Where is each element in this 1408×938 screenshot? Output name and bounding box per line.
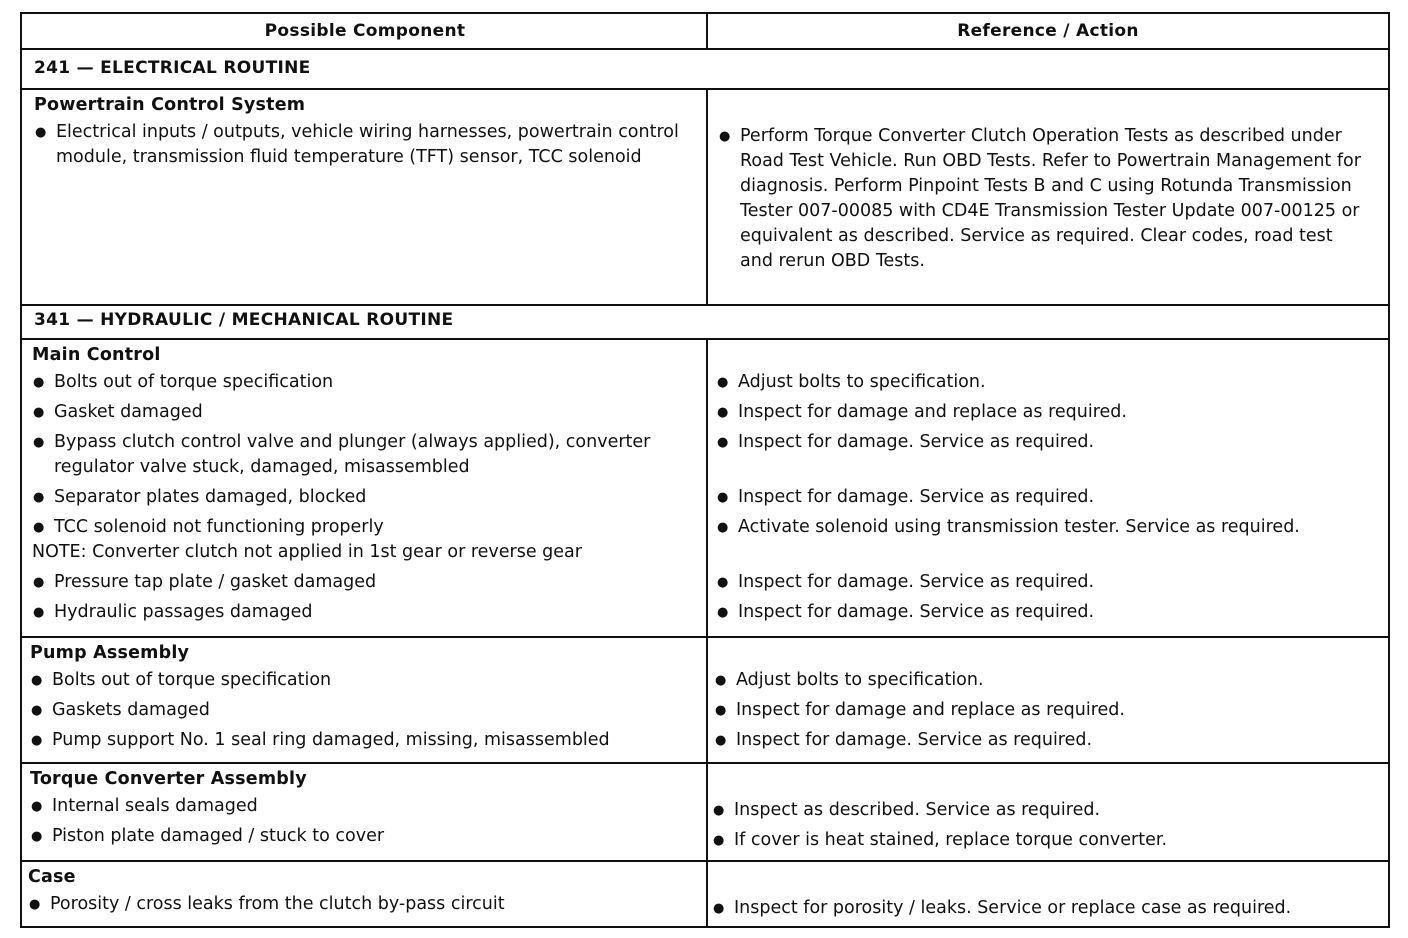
list-item: ● Inspect as described. Service as required. [712,798,1382,823]
routine-heading-hydraulic: 341 — HYDRAULIC / MECHANICAL ROUTINE [34,310,454,330]
group-actions [712,866,1382,926]
column-header-action: Reference / Action [957,21,1139,41]
group-actions [718,124,1368,279]
group-title: Pump Assembly [30,643,190,663]
column-divider [706,338,708,928]
list-item: ● Inspect for damage. Service as required. [714,728,1384,753]
list-item: ● Gasket damaged [32,400,702,425]
list-item: ● Pump support No. 1 seal ring damaged, missing, misassembled [30,728,700,753]
group-components [30,764,700,854]
list-item: ● Inspect for damage. Service as required. [716,570,1386,595]
column-divider [706,88,708,304]
list-item: ● TCC solenoid not functioning properly [32,515,702,540]
list-item: ● Internal seals damaged [30,794,700,819]
list-item: ● Porosity / cross leaks from the clutch by-pass circuit [28,892,698,917]
group-components [28,862,698,922]
group-components [30,638,700,758]
routine-heading-electrical: 241 — ELECTRICAL ROUTINE [34,58,311,78]
list-item: ● Inspect for damage and replace as required. [716,400,1386,425]
column-header-component: Possible Component [264,21,466,41]
list-item: ● Perform Torque Converter Clutch Operation Tests as described under Road Test Vehicle. Run OBD Tests. Refer to Powertrain Management for diagnosis. Perform Pinpoint Tests B and C using Rotunda Transmission Tester 007-00085 with CD4E Transmission Tester Update 007-00125 or equivalent as described. Service as required. Clear codes, road test and rerun OBD Tests. [718,124,1368,274]
list-item: ● Pressure tap plate / gasket damaged [32,570,702,595]
diagnosis-table [20,12,1390,928]
list-item: ● Inspect for damage. Service as required. [716,430,1386,455]
list-item: ● Inspect for damage. Service as required. [716,485,1386,510]
list-item: ● Adjust bolts to specification. [714,668,1384,693]
list-item: ● Separator plates damaged, blocked [32,485,702,510]
list-item: ● Bypass clutch control valve and plunger (always applied), converter regulator valve stuck, damaged, misassembled [32,430,702,480]
note-text: NOTE: Converter clutch not applied in 1st gear or reverse gear [32,542,582,562]
group-components [32,340,702,630]
list-item: ● Gaskets damaged [30,698,700,723]
list-item: ● Piston plate damaged / stuck to cover [30,824,700,849]
divider [22,48,1388,50]
group-title: Main Control [32,345,161,365]
list-item: ● Electrical inputs / outputs, vehicle wiring harnesses, powertrain control module, transmission fluid temperature (TFT) sensor, TCC solenoid [34,120,694,170]
list-item: ● Bolts out of torque specification [30,668,700,693]
list-item: ● Inspect for damage and replace as required. [714,698,1384,723]
list-item: ● Inspect for damage. Service as required. [716,600,1386,625]
list-item: ● Hydraulic passages damaged [32,600,702,625]
group-actions [714,638,1384,758]
column-divider [706,14,708,48]
list-item: ● Bolts out of torque specification [32,370,702,395]
group-actions [712,768,1382,858]
list-item: ● Inspect for porosity / leaks. Service or replace case as required. [712,896,1382,921]
group-title: Torque Converter Assembly [30,769,307,789]
list-item: ● Adjust bolts to specification. [716,370,1386,395]
list-item: ● If cover is heat stained, replace torque converter. [712,828,1382,853]
list-item: ● Activate solenoid using transmission tester. Service as required. [716,515,1386,540]
group-components [34,90,694,175]
divider [22,304,1388,306]
group-title: Powertrain Control System [34,95,306,115]
group-actions [716,340,1386,630]
group-title: Case [28,867,76,887]
